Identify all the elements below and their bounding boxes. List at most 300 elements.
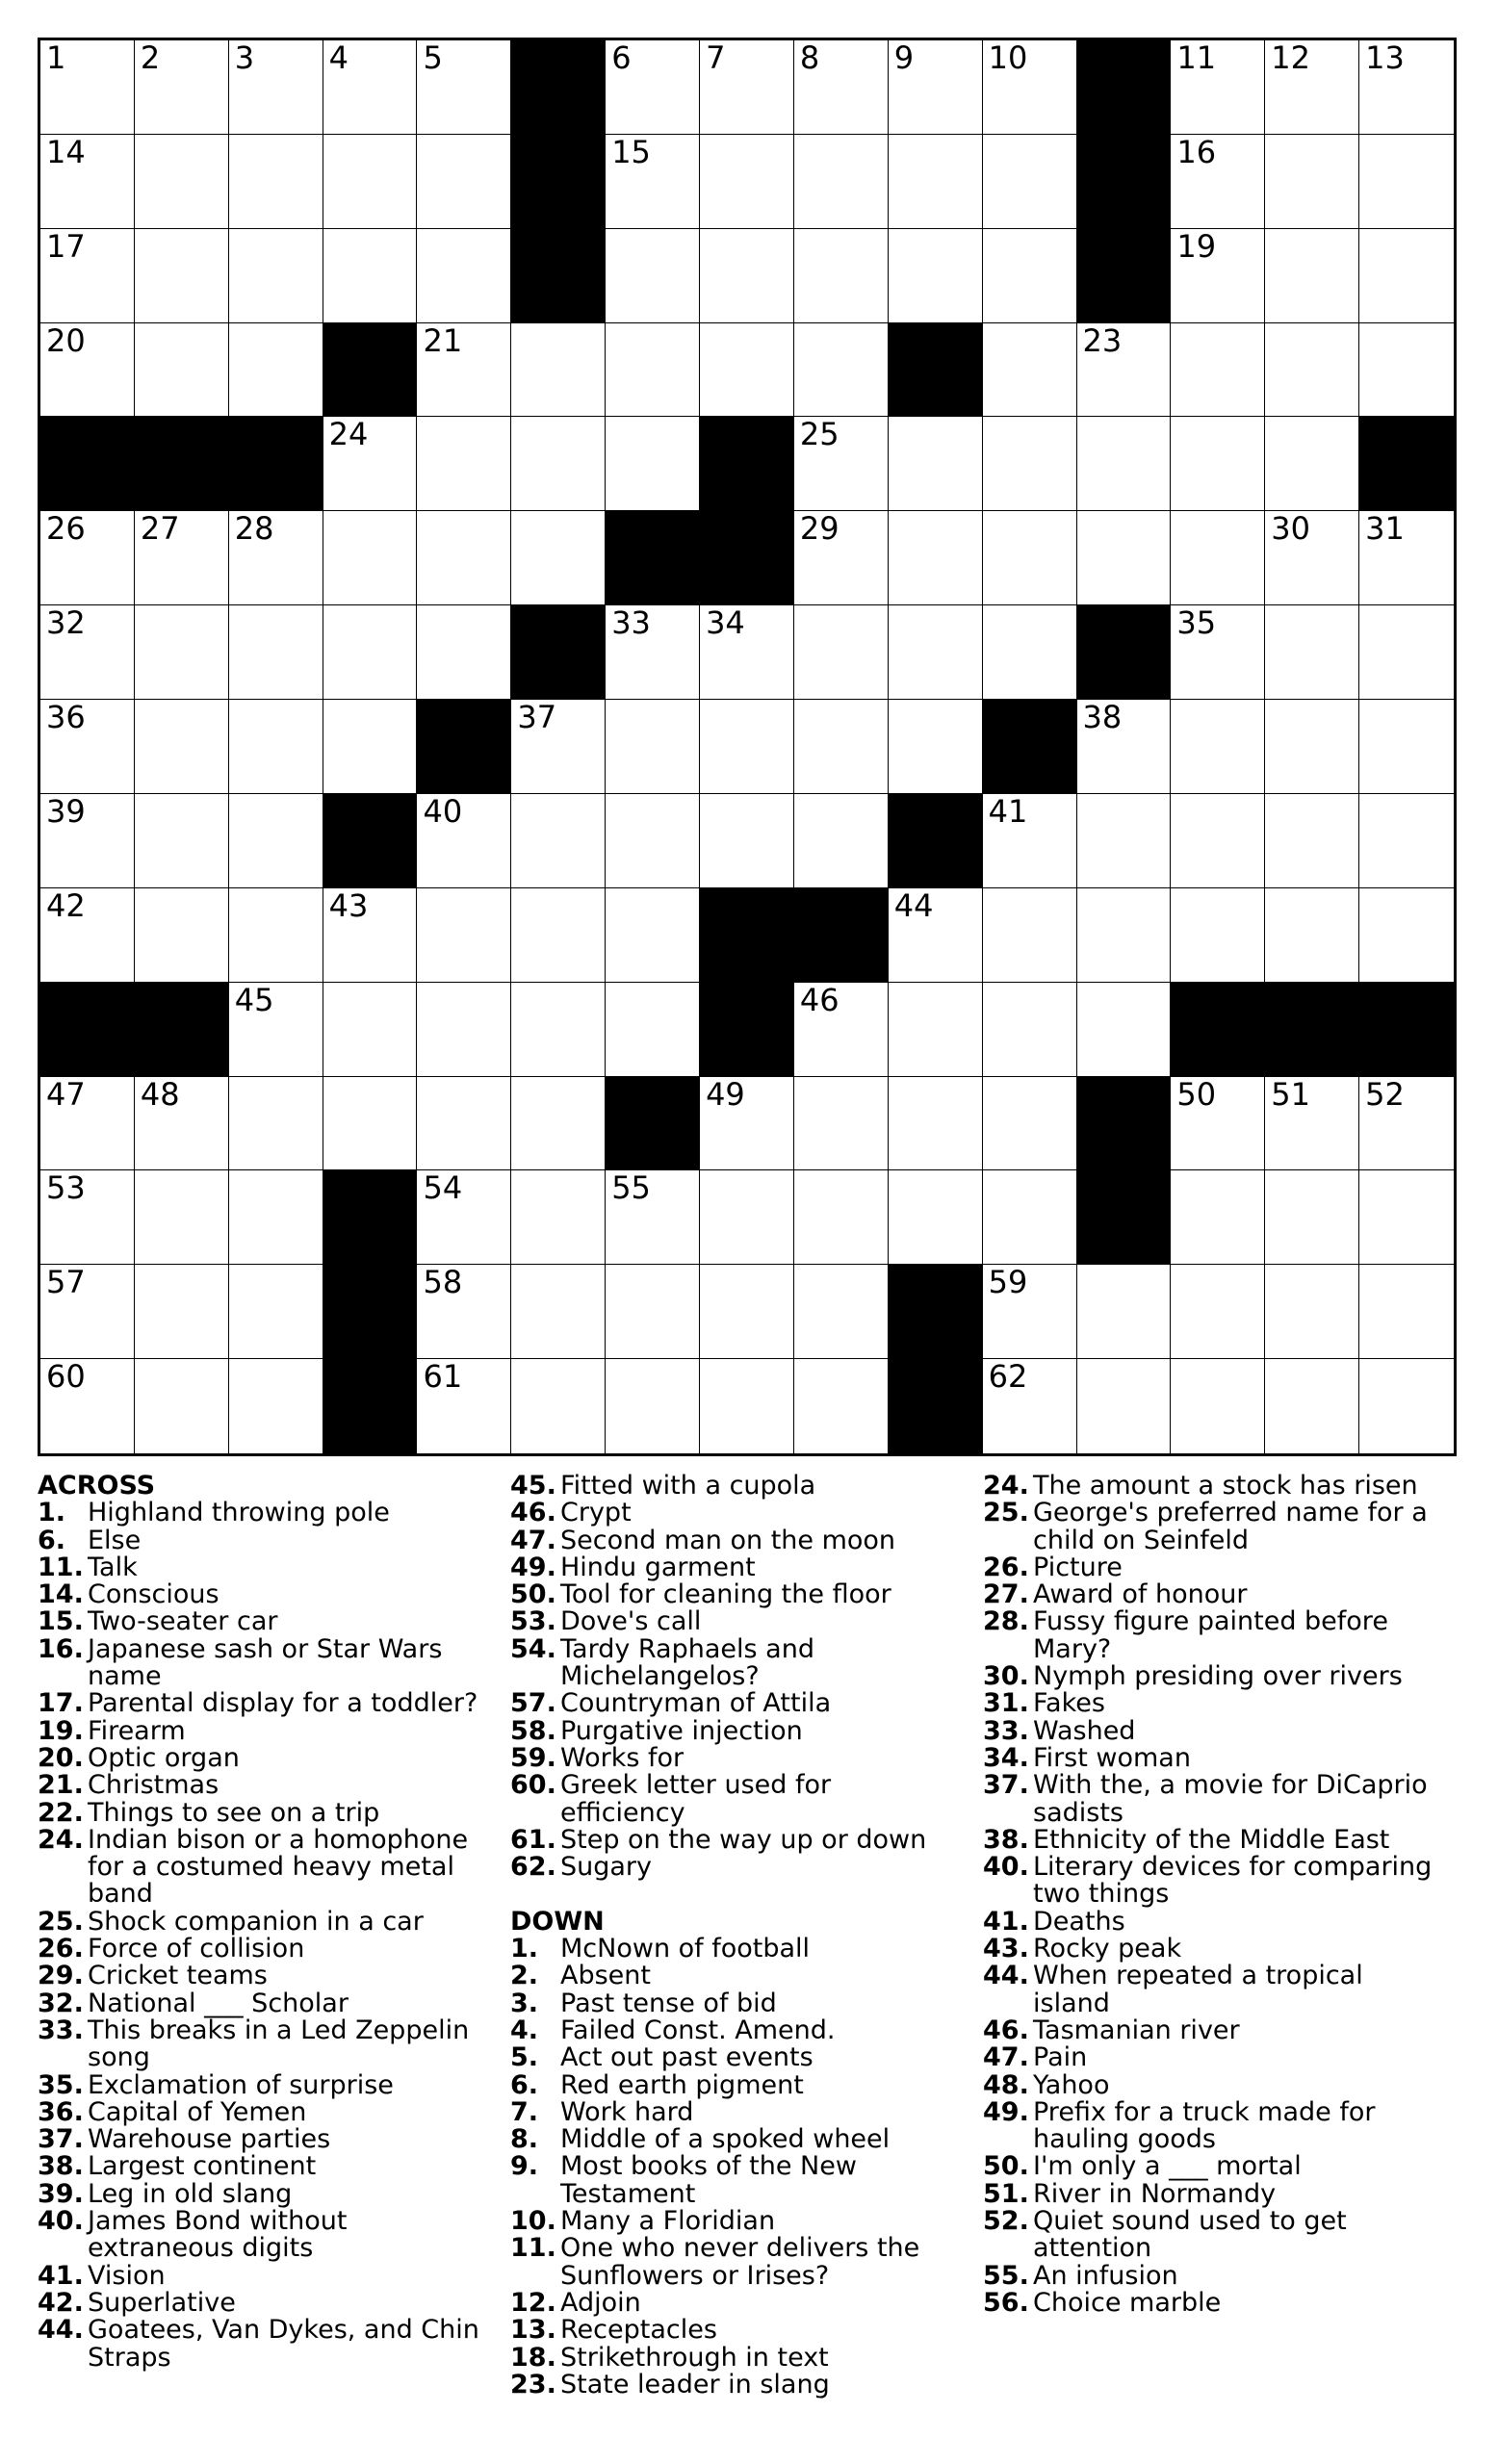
- clue-number: 30.: [983, 1661, 1029, 1692]
- clue-text: Yahoo: [1033, 2069, 1110, 2100]
- grid-cell[interactable]: [1265, 605, 1359, 700]
- grid-cell[interactable]: [135, 1265, 229, 1359]
- grid-cell[interactable]: [1359, 794, 1454, 888]
- cell-number: 15: [611, 133, 651, 170]
- grid-cell[interactable]: [229, 794, 323, 888]
- grid-cell[interactable]: [1077, 1359, 1172, 1453]
- clue-number: 38.: [38, 2151, 84, 2182]
- grid-cell[interactable]: [229, 40, 323, 135]
- grid-cell[interactable]: [889, 417, 983, 511]
- grid-cell[interactable]: [606, 700, 700, 794]
- grid-cell[interactable]: [511, 983, 606, 1077]
- cell-number: 26: [46, 510, 86, 548]
- grid-cell[interactable]: [40, 794, 135, 888]
- grid-cell[interactable]: [1171, 794, 1265, 888]
- grid-cell[interactable]: [1359, 323, 1454, 418]
- grid-cell[interactable]: [1171, 1359, 1265, 1453]
- clue-number: 33.: [38, 2015, 84, 2045]
- grid-cell[interactable]: [1265, 1077, 1359, 1171]
- grid-cell[interactable]: [511, 1170, 606, 1265]
- grid-cell[interactable]: [983, 605, 1077, 700]
- grid-cell[interactable]: [417, 323, 511, 418]
- clue-item: [983, 2260, 1435, 2291]
- grid-cell[interactable]: [417, 794, 511, 888]
- clue-item: [983, 2153, 1435, 2180]
- grid-cell[interactable]: [40, 1265, 135, 1359]
- grid-cell[interactable]: [323, 417, 418, 511]
- clue-number: 27.: [983, 1579, 1029, 1610]
- grid-cell[interactable]: [40, 323, 135, 418]
- grid-cell[interactable]: [983, 1077, 1077, 1171]
- grid-cell[interactable]: [323, 1077, 418, 1171]
- clue-number: 10.: [510, 2206, 556, 2237]
- grid-cell[interactable]: [1265, 1170, 1359, 1265]
- grid-cell[interactable]: [417, 983, 511, 1077]
- cell-number: 6: [611, 39, 632, 76]
- clue-item: [38, 1690, 490, 1717]
- cell-number: 51: [1271, 1075, 1310, 1113]
- grid-cell[interactable]: [1265, 417, 1359, 511]
- black-square: [323, 794, 418, 888]
- grid-cell[interactable]: [794, 700, 889, 794]
- grid-cell[interactable]: [794, 511, 889, 605]
- grid-cell[interactable]: [983, 135, 1077, 229]
- clue-number: 37.: [38, 2124, 84, 2155]
- clue-text: I'm only a ___ mortal: [1033, 2151, 1302, 2182]
- grid-cell[interactable]: [794, 1359, 889, 1453]
- grid-cell[interactable]: [135, 794, 229, 888]
- clue-item: [510, 1633, 963, 1692]
- grid-cell[interactable]: [983, 417, 1077, 511]
- cell-number: 9: [893, 39, 915, 76]
- clue-text: Vision: [88, 2260, 166, 2291]
- black-square: [1077, 135, 1172, 229]
- grid-cell[interactable]: [417, 1265, 511, 1359]
- grid-cell[interactable]: [1171, 323, 1265, 418]
- grid-cell[interactable]: [606, 888, 700, 983]
- clue-number: 18.: [510, 2342, 556, 2373]
- cell-number: 53: [46, 1169, 86, 1207]
- clue-number: 29.: [38, 1961, 84, 1991]
- clue-number: 16.: [38, 1633, 84, 1664]
- grid-cell[interactable]: [1359, 135, 1454, 229]
- grid-cell[interactable]: [1359, 700, 1454, 794]
- clue-number: 32.: [38, 1988, 84, 2018]
- grid-cell[interactable]: [40, 700, 135, 794]
- clue-item: [38, 1906, 490, 1937]
- black-square: [700, 511, 794, 605]
- grid-cell[interactable]: [229, 1359, 323, 1453]
- grid-cell[interactable]: [1265, 700, 1359, 794]
- grid-cell[interactable]: [323, 983, 418, 1077]
- black-square: [1077, 1170, 1172, 1265]
- grid-cell[interactable]: [511, 700, 606, 794]
- grid-cell[interactable]: [606, 40, 700, 135]
- grid-cell[interactable]: [323, 40, 418, 135]
- clue-number: 36.: [38, 2096, 84, 2127]
- clue-text: State leader in slang: [560, 2369, 830, 2400]
- grid-cell[interactable]: [1077, 511, 1172, 605]
- clue-item: [510, 2096, 963, 2127]
- grid-cell[interactable]: [229, 983, 323, 1077]
- grid-cell[interactable]: [1359, 1265, 1454, 1359]
- grid-cell[interactable]: [417, 135, 511, 229]
- grid-cell[interactable]: [983, 229, 1077, 323]
- clue-number: 13.: [510, 2315, 556, 2346]
- grid-cell[interactable]: [229, 1170, 323, 1265]
- grid-cell[interactable]: [417, 1359, 511, 1453]
- grid-cell[interactable]: [1265, 794, 1359, 888]
- grid-cell[interactable]: [323, 700, 418, 794]
- grid-cell[interactable]: [1077, 700, 1172, 794]
- grid-cell[interactable]: [229, 1265, 323, 1359]
- clue-item: [983, 2069, 1435, 2100]
- grid-cell[interactable]: [1265, 229, 1359, 323]
- clue-item: [510, 1854, 963, 1881]
- clue-number: 62.: [510, 1852, 556, 1883]
- clue-number: 22.: [38, 1797, 84, 1828]
- clue-number: 25.: [38, 1906, 84, 1937]
- grid-cell[interactable]: [889, 229, 983, 323]
- grid-cell[interactable]: [1359, 511, 1454, 605]
- clue-text: Many a Floridian: [560, 2206, 776, 2237]
- grid-cell[interactable]: [983, 511, 1077, 605]
- grid-cell[interactable]: [1171, 229, 1265, 323]
- grid-cell[interactable]: [794, 794, 889, 888]
- clue-text: Strikethrough in text: [560, 2342, 829, 2373]
- clue-number: 17.: [38, 1688, 84, 1719]
- grid-cell[interactable]: [417, 1077, 511, 1171]
- grid-cell[interactable]: [1265, 1359, 1359, 1453]
- grid-cell[interactable]: [511, 794, 606, 888]
- grid-cell[interactable]: [1171, 511, 1265, 605]
- grid-cell[interactable]: [794, 417, 889, 511]
- grid-cell[interactable]: [794, 1170, 889, 1265]
- grid-cell[interactable]: [700, 40, 794, 135]
- grid-cell[interactable]: [417, 417, 511, 511]
- grid-cell[interactable]: [1171, 1077, 1265, 1171]
- grid-cell[interactable]: [135, 511, 229, 605]
- grid-cell[interactable]: [511, 1077, 606, 1171]
- grid-cell[interactable]: [323, 888, 418, 983]
- grid-cell[interactable]: [511, 888, 606, 983]
- clues-section: [38, 1473, 1462, 2445]
- grid-cell[interactable]: [40, 511, 135, 605]
- grid-cell[interactable]: [135, 1359, 229, 1453]
- grid-cell[interactable]: [40, 1170, 135, 1265]
- grid-cell[interactable]: [1171, 135, 1265, 229]
- grid-cell[interactable]: [1171, 417, 1265, 511]
- grid-cell[interactable]: [135, 40, 229, 135]
- grid-cell[interactable]: [511, 511, 606, 605]
- grid-cell[interactable]: [135, 1170, 229, 1265]
- grid-cell[interactable]: [794, 1265, 889, 1359]
- clue-number: 34.: [983, 1742, 1029, 1773]
- grid-cell[interactable]: [983, 40, 1077, 135]
- grid-cell[interactable]: [229, 1077, 323, 1171]
- clue-text: Goatees, Van Dykes, and Chin Straps: [88, 2315, 479, 2373]
- clue-item: [38, 2153, 490, 2180]
- clue-item: [983, 1742, 1435, 1773]
- clue-item: [38, 1608, 490, 1635]
- grid-cell[interactable]: [983, 888, 1077, 983]
- grid-cell[interactable]: [606, 229, 700, 323]
- grid-cell[interactable]: [511, 417, 606, 511]
- grid-cell[interactable]: [1265, 323, 1359, 418]
- clue-item: [983, 1824, 1435, 1855]
- grid-cell[interactable]: [700, 135, 794, 229]
- grid-cell[interactable]: [135, 700, 229, 794]
- clue-number: 52.: [983, 2206, 1029, 2237]
- grid-cell[interactable]: [323, 605, 418, 700]
- clue-text: Tardy Raphaels and Michelangelos?: [560, 1633, 814, 1692]
- cell-number: 46: [799, 981, 839, 1018]
- clue-item: [510, 1581, 963, 1608]
- clue-number: 24.: [983, 1471, 1029, 1501]
- grid-cell[interactable]: [889, 888, 983, 983]
- grid-cell[interactable]: [40, 135, 135, 229]
- clue-number: 24.: [38, 1824, 84, 1855]
- grid-cell[interactable]: [40, 40, 135, 135]
- grid-cell[interactable]: [794, 605, 889, 700]
- grid-cell[interactable]: [700, 794, 794, 888]
- grid-cell[interactable]: [417, 888, 511, 983]
- grid-cell[interactable]: [794, 323, 889, 418]
- cell-number: 54: [423, 1169, 463, 1207]
- grid-cell[interactable]: [700, 323, 794, 418]
- cell-number: 11: [1176, 39, 1217, 76]
- clue-text: Work hard: [560, 2096, 694, 2127]
- grid-cell[interactable]: [606, 1265, 700, 1359]
- clue-number: 20.: [38, 1742, 84, 1773]
- black-square: [700, 888, 794, 983]
- clue-item: [38, 2287, 490, 2318]
- grid-cell[interactable]: [229, 888, 323, 983]
- grid-cell[interactable]: [135, 605, 229, 700]
- clue-number: 7.: [510, 2096, 539, 2127]
- grid-cell[interactable]: [323, 135, 418, 229]
- grid-cell[interactable]: [889, 40, 983, 135]
- grid-cell[interactable]: [1265, 40, 1359, 135]
- clue-item: [510, 1473, 963, 1500]
- grid-cell[interactable]: [700, 229, 794, 323]
- clue-item: [510, 2153, 963, 2208]
- grid-cell[interactable]: [135, 888, 229, 983]
- grid-cell[interactable]: [135, 1077, 229, 1171]
- clue-item: [983, 1500, 1435, 1554]
- grid-cell[interactable]: [135, 323, 229, 418]
- black-square: [135, 417, 229, 511]
- grid-cell[interactable]: [889, 1170, 983, 1265]
- grid-cell[interactable]: [511, 323, 606, 418]
- grid-cell[interactable]: [1171, 605, 1265, 700]
- grid-cell[interactable]: [1077, 323, 1172, 418]
- cell-number: 35: [1176, 604, 1217, 642]
- grid-cell[interactable]: [417, 605, 511, 700]
- grid-cell[interactable]: [511, 1265, 606, 1359]
- cell-number: 55: [611, 1169, 651, 1207]
- clue-number: 47.: [510, 1525, 556, 1555]
- grid-cell[interactable]: [1171, 700, 1265, 794]
- clue-number: 6.: [38, 1525, 66, 1555]
- grid-cell[interactable]: [40, 1077, 135, 1171]
- grid-cell[interactable]: [135, 229, 229, 323]
- grid-cell[interactable]: [1359, 605, 1454, 700]
- grid-cell[interactable]: [889, 983, 983, 1077]
- grid-cell[interactable]: [417, 40, 511, 135]
- grid-cell[interactable]: [606, 1170, 700, 1265]
- cell-number: 22: [893, 321, 934, 359]
- grid-cell[interactable]: [606, 417, 700, 511]
- grid-cell[interactable]: [1359, 1170, 1454, 1265]
- cell-number: 44: [893, 886, 934, 924]
- grid-cell[interactable]: [40, 888, 135, 983]
- clue-text: Fakes: [1033, 1688, 1105, 1719]
- clue-item: [510, 1527, 963, 1554]
- clue-number: 42.: [38, 2287, 84, 2318]
- grid-cell[interactable]: [1171, 888, 1265, 983]
- grid-cell[interactable]: [1077, 888, 1172, 983]
- cell-number: 41: [988, 792, 1028, 830]
- grid-cell[interactable]: [606, 135, 700, 229]
- black-square: [511, 229, 606, 323]
- black-square: [511, 135, 606, 229]
- grid-cell[interactable]: [417, 1170, 511, 1265]
- clue-text: Fitted with a cupola: [560, 1471, 816, 1501]
- grid-cell[interactable]: [794, 40, 889, 135]
- grid-cell[interactable]: [229, 605, 323, 700]
- grid-cell[interactable]: [323, 511, 418, 605]
- grid-cell[interactable]: [1359, 888, 1454, 983]
- grid-cell[interactable]: [1077, 1265, 1172, 1359]
- grid-cell[interactable]: [700, 1265, 794, 1359]
- black-square: [1359, 983, 1454, 1077]
- grid-cell[interactable]: [794, 229, 889, 323]
- grid-cell[interactable]: [794, 983, 889, 1077]
- clue-text: Capital of Yemen: [88, 2096, 307, 2127]
- grid-cell[interactable]: [229, 700, 323, 794]
- clue-text: Purgative injection: [560, 1715, 803, 1746]
- clue-text: Act out past events: [560, 2042, 814, 2073]
- clue-text: Optic organ: [88, 1742, 240, 1773]
- grid-cell[interactable]: [229, 229, 323, 323]
- grid-cell[interactable]: [606, 323, 700, 418]
- clue-item: [38, 1742, 490, 1773]
- grid-cell[interactable]: [40, 605, 135, 700]
- grid-cell[interactable]: [229, 511, 323, 605]
- clue-item: [983, 1554, 1435, 1581]
- grid-cell[interactable]: [889, 511, 983, 605]
- grid-cell[interactable]: [983, 1170, 1077, 1265]
- cell-number: 4: [328, 39, 349, 76]
- clues-column-2: [510, 1473, 963, 2399]
- grid-cell[interactable]: [229, 323, 323, 418]
- clue-number: 33.: [983, 1715, 1029, 1746]
- grid-cell[interactable]: [606, 605, 700, 700]
- grid-cell[interactable]: [983, 794, 1077, 888]
- clue-text: Most books of the New Testament: [560, 2151, 857, 2209]
- grid-cell[interactable]: [606, 1359, 700, 1453]
- grid-cell[interactable]: [511, 1359, 606, 1453]
- grid-cell[interactable]: [1359, 40, 1454, 135]
- clue-number: 31.: [983, 1688, 1029, 1719]
- black-square: [1265, 983, 1359, 1077]
- grid-cell[interactable]: [889, 1077, 983, 1171]
- grid-cell[interactable]: [1359, 229, 1454, 323]
- grid-cell[interactable]: [1359, 1077, 1454, 1171]
- grid-cell[interactable]: [983, 323, 1077, 418]
- cell-number: 12: [1271, 39, 1310, 76]
- clue-text: Red earth pigment: [560, 2069, 804, 2100]
- grid-cell[interactable]: [135, 135, 229, 229]
- grid-cell[interactable]: [1265, 511, 1359, 605]
- clue-item: [983, 1906, 1435, 1937]
- cell-number: 48: [140, 1075, 180, 1113]
- clue-text: Failed Const. Amend.: [560, 2015, 836, 2045]
- clue-number: 9.: [510, 2151, 539, 2182]
- grid-cell[interactable]: [794, 1077, 889, 1171]
- black-square: [1171, 983, 1265, 1077]
- clue-text: Adjoin: [560, 2287, 641, 2318]
- clue-item: [510, 2287, 963, 2318]
- clue-text: Quiet sound used to get attention: [1033, 2206, 1347, 2264]
- grid-cell[interactable]: [1265, 135, 1359, 229]
- grid-cell[interactable]: [40, 1359, 135, 1453]
- grid-cell[interactable]: [1077, 417, 1172, 511]
- grid-cell[interactable]: [606, 983, 700, 1077]
- grid-cell[interactable]: [700, 700, 794, 794]
- grid-cell[interactable]: [1077, 983, 1172, 1077]
- clue-number: 12.: [510, 2287, 556, 2318]
- grid-cell[interactable]: [323, 229, 418, 323]
- grid-cell[interactable]: [983, 1359, 1077, 1453]
- cell-number: 20: [46, 321, 86, 359]
- grid-cell[interactable]: [1077, 794, 1172, 888]
- grid-cell[interactable]: [889, 135, 983, 229]
- grid-cell[interactable]: [700, 1077, 794, 1171]
- grid-cell[interactable]: [40, 229, 135, 323]
- grid-cell[interactable]: [1265, 1265, 1359, 1359]
- clue-item: [510, 1608, 963, 1635]
- grid-cell[interactable]: [417, 511, 511, 605]
- across-heading: ACROSS: [38, 1471, 156, 1501]
- black-square: [889, 1265, 983, 1359]
- grid-cell[interactable]: [983, 1265, 1077, 1359]
- clue-number: 58.: [510, 1715, 556, 1746]
- grid-cell[interactable]: [889, 605, 983, 700]
- grid-cell[interactable]: [417, 229, 511, 323]
- grid-cell[interactable]: [1171, 40, 1265, 135]
- grid-cell[interactable]: [1265, 888, 1359, 983]
- grid-cell[interactable]: [229, 135, 323, 229]
- grid-cell[interactable]: [700, 1170, 794, 1265]
- clue-item: [38, 1715, 490, 1746]
- grid-cell[interactable]: [794, 135, 889, 229]
- grid-cell[interactable]: [1171, 1170, 1265, 1265]
- grid-cell[interactable]: [983, 983, 1077, 1077]
- clue-number: 44.: [983, 1961, 1029, 1991]
- cell-number: 56: [1082, 1169, 1123, 1207]
- grid-cell[interactable]: [700, 605, 794, 700]
- grid-cell[interactable]: [1359, 1359, 1454, 1453]
- clue-number: 3.: [510, 1988, 539, 2018]
- grid-cell[interactable]: [1171, 1265, 1265, 1359]
- grid-cell[interactable]: [889, 700, 983, 794]
- grid-cell[interactable]: [700, 1359, 794, 1453]
- clue-text: Literary devices for comparing two things: [1033, 1852, 1433, 1910]
- grid-cell[interactable]: [606, 794, 700, 888]
- cell-number: 30: [1271, 510, 1310, 548]
